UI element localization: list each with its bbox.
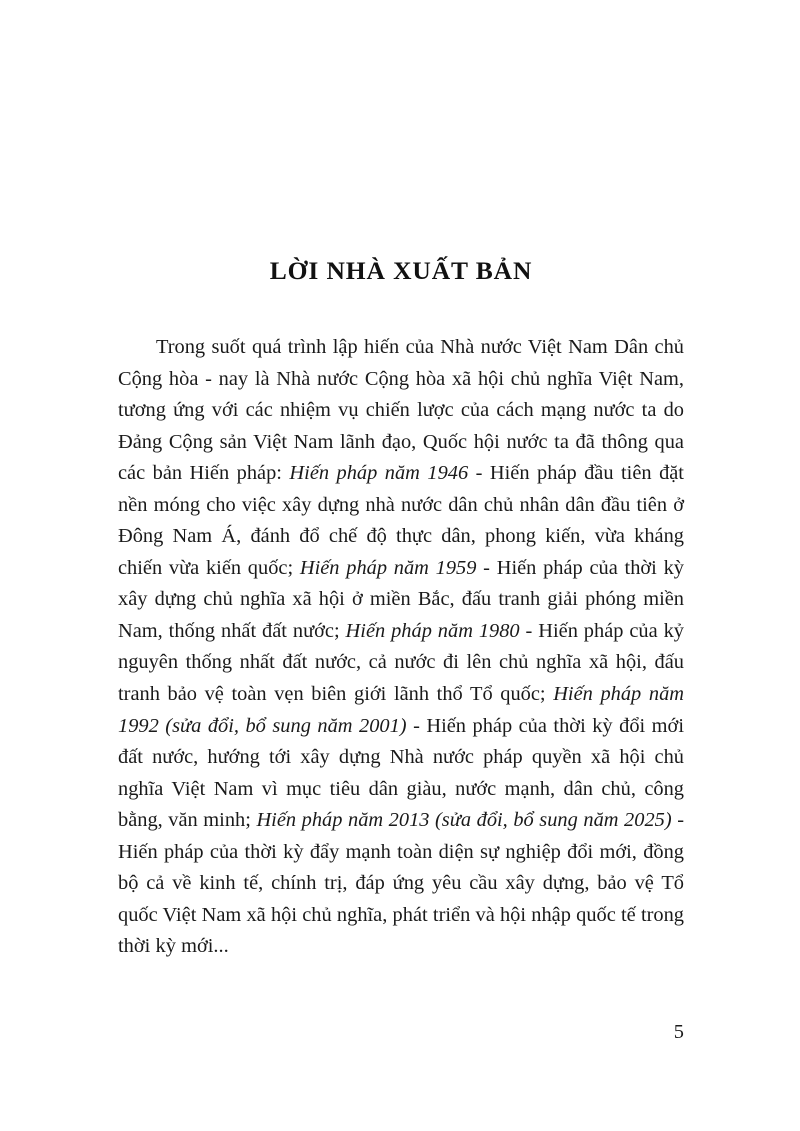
foreword-paragraph xyxy=(118,332,684,963)
paragraph-run: Trong suốt quá trình lập hiến của Nhà nước Việt Nam Dân chủ Cộng hòa - nay là Nhà nước Cộng hòa xã hội chủ nghĩa Việt Nam, tương ứng với các nhiệm vụ chiến lược của cách mạng nước ta do Đảng Cộng sản Việt Nam lãnh đạo, Quốc hội nước ta đã thông qua các bản Hiến pháp: xyxy=(118,336,684,485)
constitution-title-italic: Hiến pháp năm 1946 xyxy=(289,462,469,485)
paragraph-run: - Hiến pháp đầu tiên đặt nền móng cho việc xây dựng nhà nước dân chủ nhân dân đầu tiên ở Đông Nam Á, đánh đổ chế độ thực dân, phong kiến, vừa kháng chiến vừa kiến quốc; xyxy=(118,462,684,579)
paragraph-run: - Hiến pháp của thời kỳ đổi mới đất nước, hướng tới xây dựng Nhà nước pháp quyền xã hội chủ nghĩa Việt Nam vì mục tiêu dân giàu, nước mạnh, dân chủ, công bằng, văn minh; xyxy=(118,714,684,832)
constitution-title-italic: Hiến pháp năm 1959 xyxy=(299,556,477,579)
paragraph-run: - Hiến pháp của kỷ nguyên thống nhất đất nước, cả nước đi lên chủ nghĩa xã hội, đấu tranh bảo vệ toàn vẹn biên giới lãnh thổ Tổ quốc; xyxy=(118,619,684,706)
constitution-title-italic: Hiến pháp năm 1980 xyxy=(345,619,520,642)
page-number: 5 xyxy=(673,1021,684,1043)
paragraph-run: - Hiến pháp của thời kỳ đẩy mạnh toàn diện sự nghiệp đổi mới, đồng bộ cả về kinh tế, chính trị, đáp ứng yêu cầu xây dựng, bảo vệ Tổ quốc Việt Nam xã hội chủ nghĩa, phát triển và hội nhập quốc tế trong thời kỳ mới... xyxy=(118,809,684,958)
constitution-title-italic: Hiến pháp năm 1992 (sửa đổi, bổ sung năm 2001) xyxy=(118,683,684,737)
page-title: LỜI NHÀ XUẤT BẢN xyxy=(269,256,533,286)
body-text-block xyxy=(118,332,684,963)
constitution-title-italic: Hiến pháp năm 2013 (sửa đổi, bổ sung năm 2025) xyxy=(256,809,672,832)
paragraph-run: - Hiến pháp của thời kỳ xây dựng chủ nghĩa xã hội ở miền Bắc, đấu tranh giải phóng miền Nam, thống nhất đất nước; xyxy=(118,556,684,642)
